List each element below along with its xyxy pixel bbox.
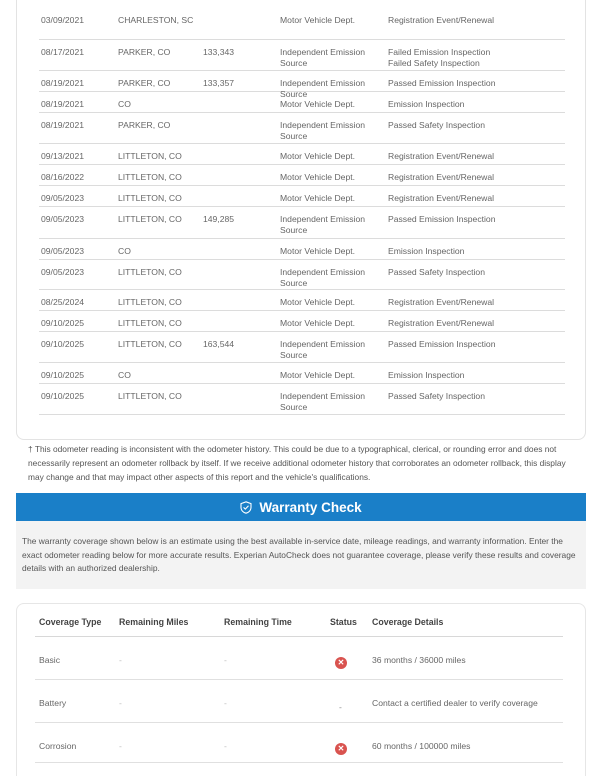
record-source: Motor Vehicle Dept. bbox=[280, 15, 355, 25]
record-source: Independent Emission Source bbox=[280, 120, 366, 141]
history-row bbox=[39, 239, 565, 260]
record-location: CO bbox=[118, 370, 131, 380]
record-event: Emission Inspection bbox=[388, 99, 465, 109]
record-location: LITTLETON, CO bbox=[118, 318, 182, 328]
coverage-type: Corrosion bbox=[39, 741, 77, 751]
record-date: 09/05/2023 bbox=[41, 267, 85, 277]
record-source: Independent Emission Source bbox=[280, 339, 366, 360]
record-event: Failed Emission Inspection Failed Safety Inspection bbox=[388, 47, 491, 68]
record-source: Motor Vehicle Dept. bbox=[280, 370, 355, 380]
record-odometer: 163,544 bbox=[203, 339, 235, 349]
column-header-remaining-time: Remaining Time bbox=[224, 617, 292, 627]
record-location: CO bbox=[118, 99, 131, 109]
record-date: 09/10/2025 bbox=[41, 370, 85, 380]
record-date: 08/17/2021 bbox=[41, 47, 85, 57]
record-location: LITTLETON, CO bbox=[118, 214, 182, 224]
record-event: Passed Safety Inspection bbox=[388, 120, 485, 130]
vehicle-history-table bbox=[39, 8, 565, 415]
history-row bbox=[39, 71, 565, 99]
coverage-details: Contact a certified dealer to verify coverage bbox=[372, 698, 538, 708]
record-source: Motor Vehicle Dept. bbox=[280, 193, 355, 203]
coverage-type: Battery bbox=[39, 698, 67, 708]
record-event: Passed Safety Inspection bbox=[388, 391, 485, 401]
vehicle-history-card bbox=[16, 0, 586, 440]
record-event: Registration Event/Renewal bbox=[388, 15, 495, 25]
record-source: Motor Vehicle Dept. bbox=[280, 151, 355, 161]
record-source: Motor Vehicle Dept. bbox=[280, 318, 355, 328]
coverage-row bbox=[35, 723, 563, 763]
record-event: Registration Event/Renewal bbox=[388, 151, 495, 161]
record-date: 08/19/2021 bbox=[41, 78, 85, 88]
record-date: 08/16/2022 bbox=[41, 172, 85, 182]
record-date: 09/05/2023 bbox=[41, 214, 85, 224]
record-event: Passed Safety Inspection bbox=[388, 267, 485, 277]
record-location: CHARLESTON, SC bbox=[118, 15, 194, 25]
column-header-coverage-details: Coverage Details bbox=[372, 617, 444, 627]
warranty-disclaimer: The warranty coverage shown below is an estimate using the best available in-service date, mileage readings, and warranty information. Enter the exact odometer reading below for more accurate results. Experian AutoCheck does not guarantee coverage, please verify these results and coverage details with an authorized dealership. bbox=[16, 521, 586, 589]
coverage-table-header bbox=[35, 604, 563, 637]
record-date: 09/05/2023 bbox=[41, 246, 85, 256]
warranty-title: Warranty Check bbox=[259, 499, 362, 515]
status-expired-icon: ✕ bbox=[335, 657, 347, 669]
record-date: 09/10/2025 bbox=[41, 339, 85, 349]
record-source: Independent Emission Source bbox=[280, 214, 366, 235]
history-row bbox=[39, 207, 565, 239]
shield-check-icon bbox=[240, 501, 252, 514]
remaining-miles: - bbox=[119, 741, 122, 751]
record-location: LITTLETON, CO bbox=[118, 172, 182, 182]
history-row bbox=[39, 290, 565, 311]
coverage-details: 60 months / 100000 miles bbox=[372, 741, 471, 751]
record-source: Motor Vehicle Dept. bbox=[280, 172, 355, 182]
record-source: Motor Vehicle Dept. bbox=[280, 246, 355, 256]
history-row bbox=[39, 165, 565, 186]
record-date: 03/09/2021 bbox=[41, 15, 85, 25]
record-odometer: 133,357 bbox=[203, 78, 235, 88]
record-event: Passed Emission Inspection bbox=[388, 214, 496, 224]
remaining-miles: - bbox=[119, 655, 122, 665]
record-source: Independent Emission Source bbox=[280, 47, 366, 68]
record-odometer: 149,285 bbox=[203, 214, 235, 224]
record-event: Emission Inspection bbox=[388, 370, 465, 380]
status-unknown-icon: - bbox=[339, 702, 342, 712]
history-row bbox=[39, 8, 565, 40]
column-header-status: Status bbox=[330, 617, 357, 627]
record-location: CO bbox=[118, 246, 131, 256]
record-location: LITTLETON, CO bbox=[118, 267, 182, 277]
record-location: LITTLETON, CO bbox=[118, 391, 182, 401]
record-event: Emission Inspection bbox=[388, 246, 465, 256]
record-event: Registration Event/Renewal bbox=[388, 297, 495, 307]
remaining-miles: - bbox=[119, 698, 122, 708]
coverage-row bbox=[35, 680, 563, 723]
history-row bbox=[39, 363, 565, 384]
history-row bbox=[39, 384, 565, 415]
history-row bbox=[39, 92, 565, 113]
record-source: Motor Vehicle Dept. bbox=[280, 99, 355, 109]
history-row bbox=[39, 260, 565, 290]
record-date: 08/25/2024 bbox=[41, 297, 85, 307]
record-location: LITTLETON, CO bbox=[118, 193, 182, 203]
history-row bbox=[39, 311, 565, 332]
record-location: PARKER, CO bbox=[118, 120, 171, 130]
remaining-time: - bbox=[224, 698, 227, 708]
record-date: 09/13/2021 bbox=[41, 151, 85, 161]
record-source: Independent Emission Source bbox=[280, 78, 366, 99]
status-expired-icon: ✕ bbox=[335, 743, 347, 755]
coverage-row bbox=[35, 637, 563, 680]
record-location: LITTLETON, CO bbox=[118, 339, 182, 349]
coverage-table bbox=[16, 603, 586, 776]
warranty-check-header bbox=[16, 493, 586, 521]
column-header-remaining-miles: Remaining Miles bbox=[119, 617, 189, 627]
remaining-time: - bbox=[224, 741, 227, 751]
record-event: Passed Emission Inspection bbox=[388, 78, 496, 88]
record-event: Registration Event/Renewal bbox=[388, 193, 495, 203]
record-event: Passed Emission Inspection bbox=[388, 339, 496, 349]
history-row bbox=[39, 113, 565, 144]
record-location: PARKER, CO bbox=[118, 78, 171, 88]
record-source: Independent Emission Source bbox=[280, 267, 366, 288]
record-date: 09/10/2025 bbox=[41, 318, 85, 328]
coverage-details: 36 months / 36000 miles bbox=[372, 655, 466, 665]
coverage-type: Basic bbox=[39, 655, 61, 665]
history-row bbox=[39, 40, 565, 71]
record-date: 08/19/2021 bbox=[41, 120, 85, 130]
history-row bbox=[39, 332, 565, 363]
history-row bbox=[39, 144, 565, 165]
history-row bbox=[39, 186, 565, 207]
record-location: LITTLETON, CO bbox=[118, 151, 182, 161]
remaining-time: - bbox=[224, 655, 227, 665]
record-odometer: 133,343 bbox=[203, 47, 235, 57]
record-date: 09/10/2025 bbox=[41, 391, 85, 401]
record-event: Registration Event/Renewal bbox=[388, 172, 495, 182]
record-location: LITTLETON, CO bbox=[118, 297, 182, 307]
record-event: Registration Event/Renewal bbox=[388, 318, 495, 328]
odometer-footnote: † This odometer reading is inconsistent with the odometer history. This could be due to a typographical, clerical, or rounding error and does not necessarily represent an odometer rollback by itself. If we receive additional odometer history that corroborates an odometer rollback, this display may change and that may impact other aspects of this report and the vehicle's qualifications. bbox=[28, 444, 566, 482]
record-source: Motor Vehicle Dept. bbox=[280, 297, 355, 307]
record-location: PARKER, CO bbox=[118, 47, 171, 57]
column-header-coverage-type: Coverage Type bbox=[39, 617, 102, 627]
record-date: 09/05/2023 bbox=[41, 193, 85, 203]
record-date: 08/19/2021 bbox=[41, 99, 85, 109]
record-source: Independent Emission Source bbox=[280, 391, 366, 412]
